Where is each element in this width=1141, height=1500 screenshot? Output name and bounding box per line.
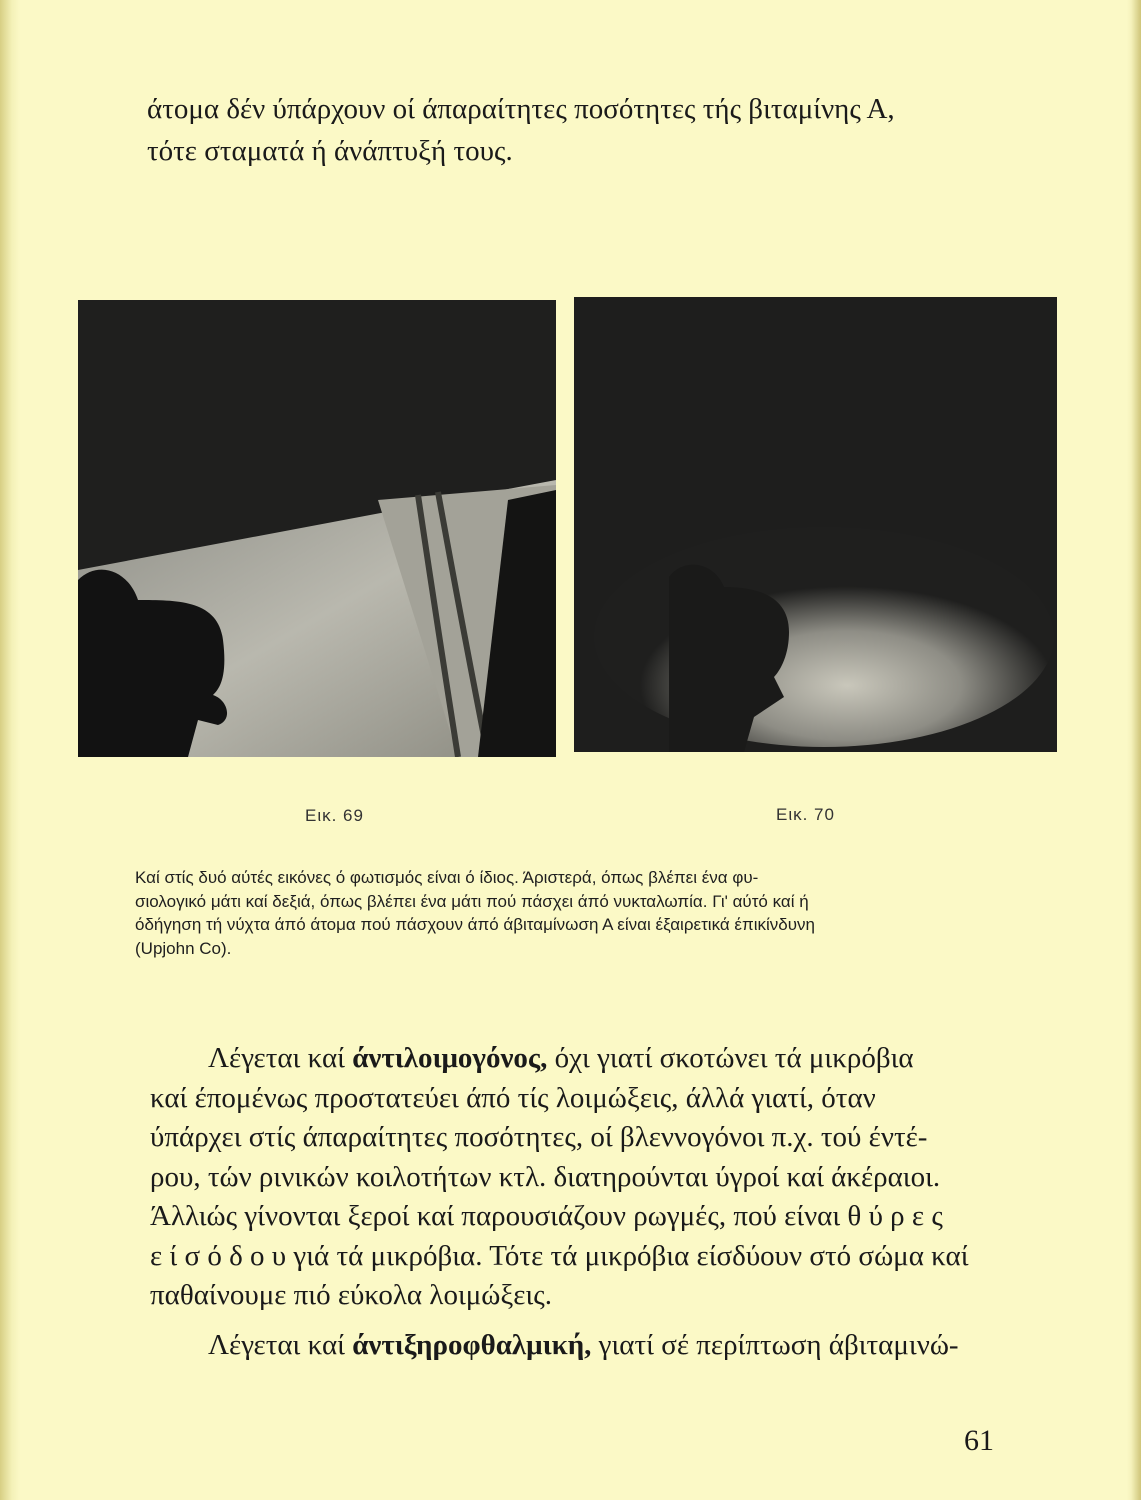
top-paragraph-line: τότε σταματά ή άνάπτυξή τους. <box>147 135 513 167</box>
page-left-edge <box>0 0 20 1500</box>
figure-caption <box>135 866 1015 960</box>
paragraph-line: ρου, τών ρινικών κοιλοτήτων κτλ. διατηρούνται ύγροί καί άκέραιοι. <box>150 1160 941 1193</box>
top-paragraph-line: άτομα δέν ύπάρχουν οί άπαραίτητες ποσότητες τής βιταμίνης Α, <box>147 93 895 125</box>
figure-69-label: Εικ. 69 <box>305 806 364 825</box>
figure-69-photo <box>78 300 556 757</box>
paragraph-line <box>150 1039 1010 1079</box>
paragraph-line: καί έπομένως προστατεύει άπό τίς λοιμώξεις, άλλά γιατί, όταν <box>150 1081 876 1114</box>
top-paragraph <box>147 88 1017 172</box>
figure-70-label: Εικ. 70 <box>776 805 835 824</box>
caption-line: Καί στίς δυό αύτές εικόνες ό φωτισμός είναι ό ίδιος. Άριστερά, όπως βλέπει ένα φυ- <box>135 868 759 887</box>
caption-line: (Upjohn Co). <box>135 938 232 958</box>
term-antiloimogonos: άντιλοιμογόνος, <box>352 1042 548 1074</box>
paragraph-antiloimogonos <box>150 1039 1010 1316</box>
caption-line: όδήγηση τή νύχτα άπό άτομα πού πάσχουν άπό άβιταμίνωση Α είναι έξαιρετικά έπικίνδυνη <box>135 915 815 934</box>
paragraph-text: γιατί σέ περίπτωση άβιταμινώ- <box>591 1329 959 1361</box>
paragraph-text: Λέγεται καί <box>208 1042 353 1074</box>
paragraph-line: ε ί σ ό δ ο υ γιά τά μικρόβια. Τότε τά μικρόβια είσδύουν στό σώμα καί <box>150 1239 969 1272</box>
paragraph-line: Άλλιώς γίνονται ξεροί καί παρουσιάζουν ρωγμές, πού είναι θ ύ ρ ε ς <box>150 1200 943 1232</box>
term-antixirofthalmiki: άντιξηροφθαλμική, <box>352 1329 592 1361</box>
paragraph-line <box>150 1326 1010 1366</box>
figure-70-photo <box>574 297 1057 752</box>
page-right-edge <box>1127 0 1141 1500</box>
caption-line: σιολογικό μάτι καί δεξιά, όπως βλέπει ένα μάτι πού πάσχει άπό νυκταλωπία. Γι' αύτό καί ή <box>135 891 809 911</box>
page-number: 61 <box>964 1424 994 1457</box>
paragraph-line: παθαίνουμε πιό εύκολα λοιμώξεις. <box>150 1279 553 1311</box>
paragraph-line: ύπάρχει στίς άπαραίτητες ποσότητες, οί βλεννογόνοι π.χ. τού έντέ- <box>150 1121 928 1153</box>
paragraph-text: Λέγεται καί <box>208 1329 353 1361</box>
paragraph-antixirofthalmiki <box>150 1326 1010 1366</box>
paragraph-text: όχι γιατί σκοτώνει τά μικρόβια <box>547 1042 914 1074</box>
